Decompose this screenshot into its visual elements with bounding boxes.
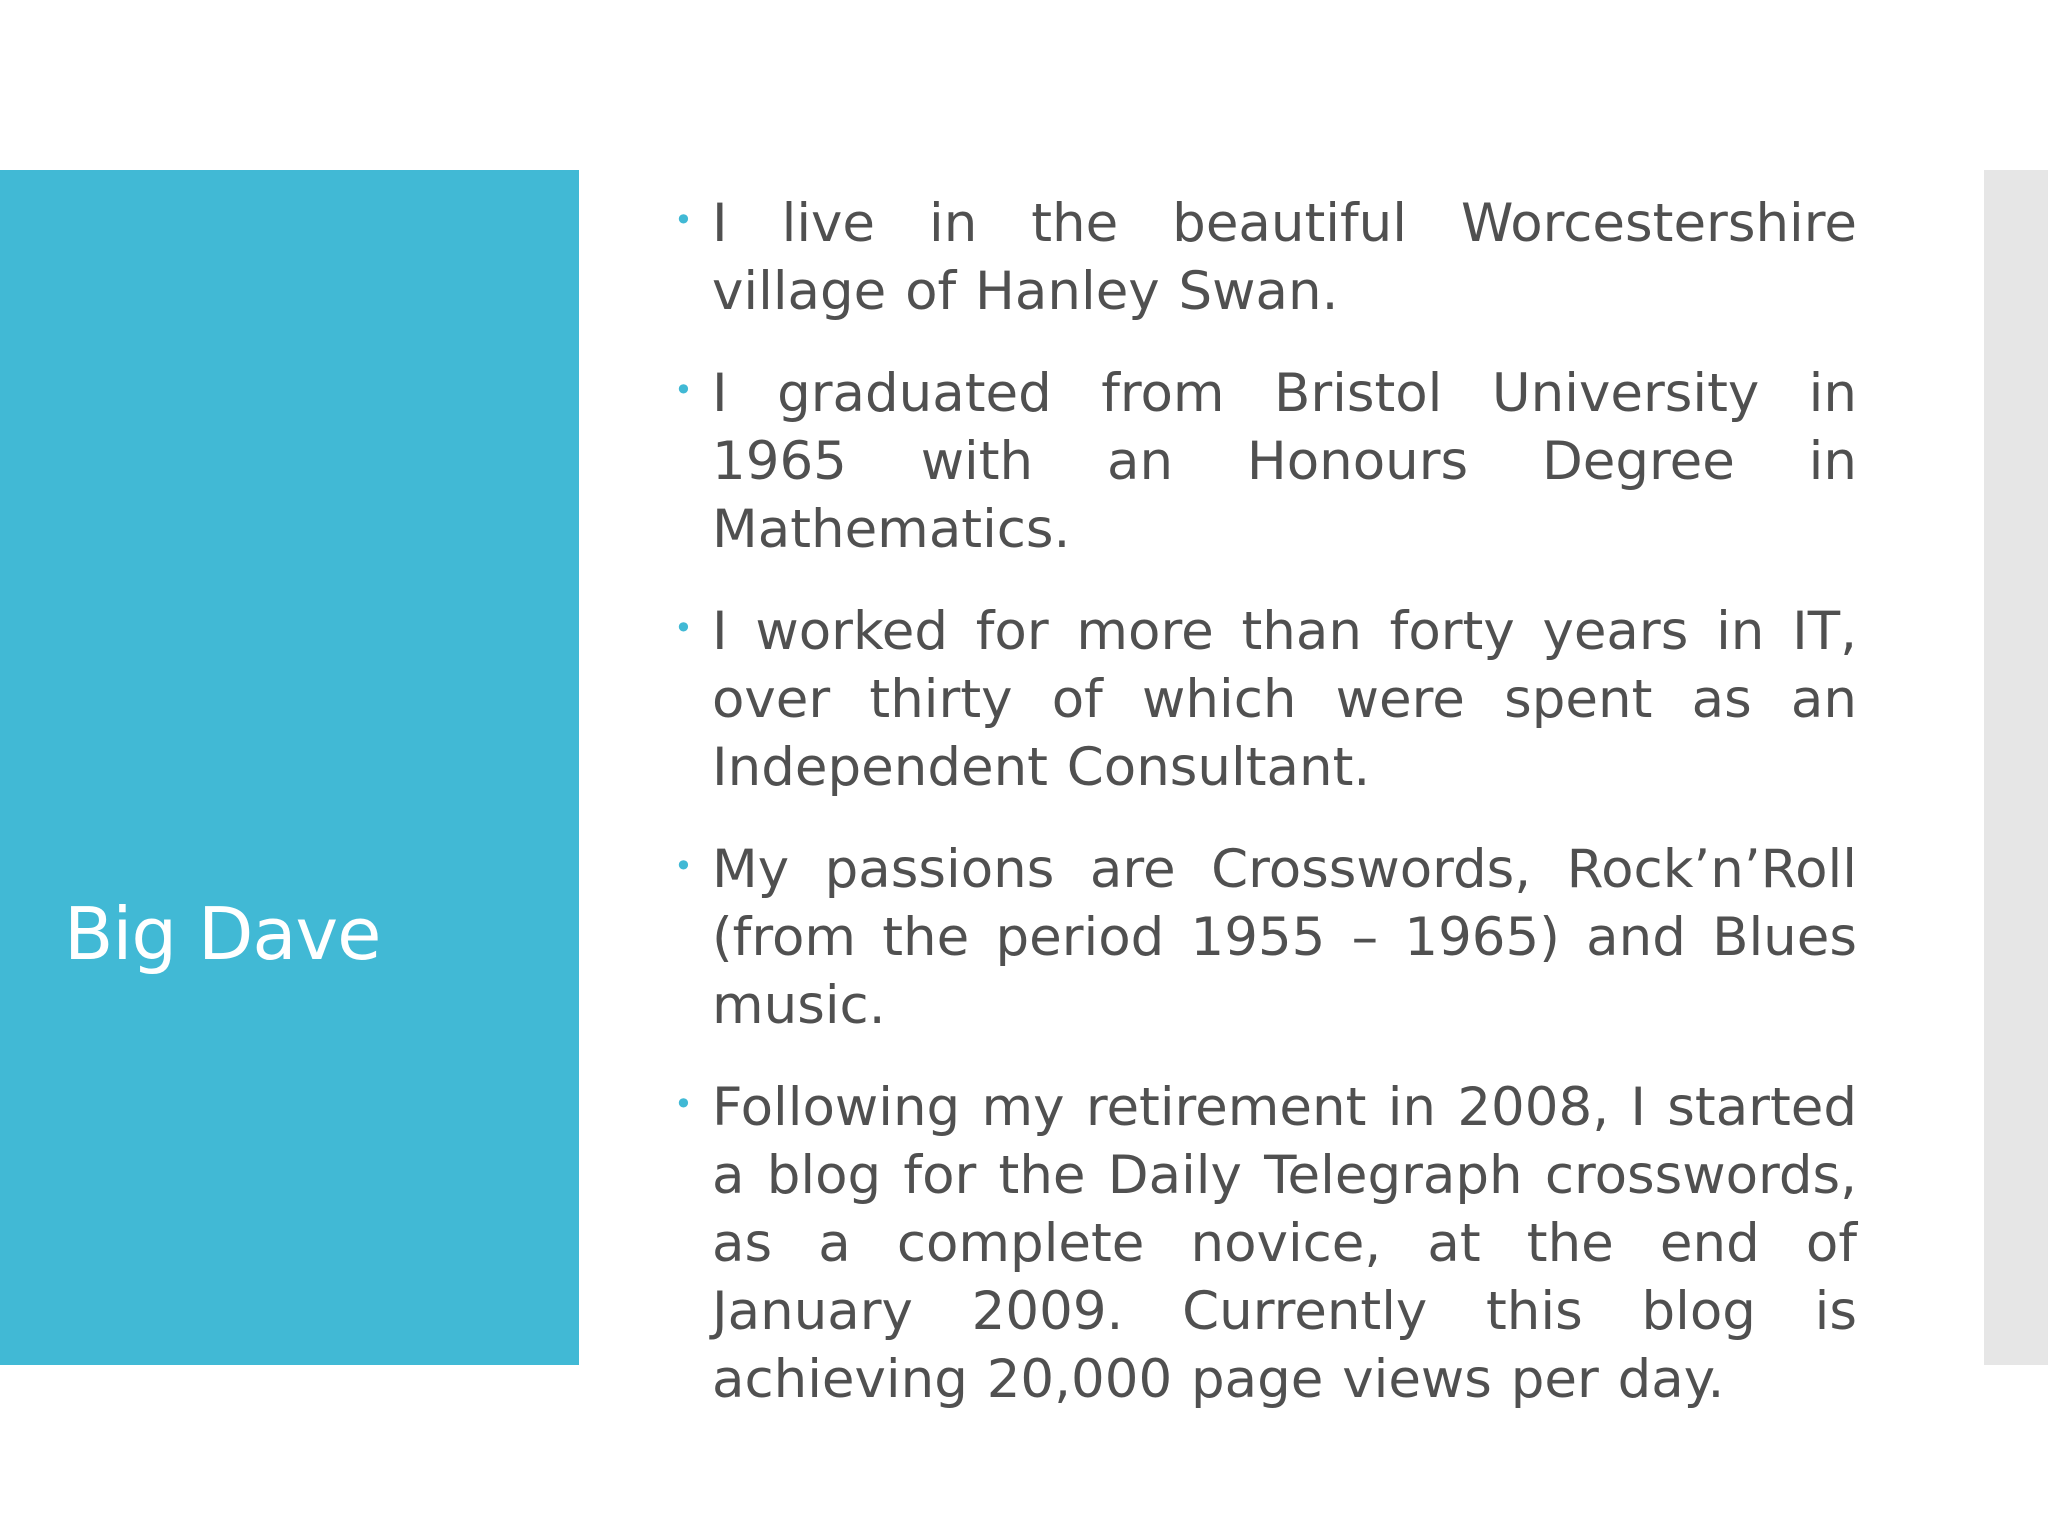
slide-title: Big Dave xyxy=(64,892,381,976)
bullet-item xyxy=(672,1074,1857,1414)
bullet-dot-icon: • xyxy=(674,371,693,409)
bullet-item xyxy=(672,190,1857,326)
bullet-item xyxy=(672,360,1857,564)
bullet-text: I graduated from Bristol University in 1965 with an Honours Degree in Mathematics. xyxy=(712,363,1857,560)
bullet-dot-icon: • xyxy=(674,201,693,239)
title-panel xyxy=(0,170,579,1365)
bullet-item xyxy=(672,836,1857,1040)
bullet-item xyxy=(672,598,1857,802)
bullet-text: I worked for more than forty years in IT, over thirty of which were spent as an Independent Consultant. xyxy=(712,601,1857,798)
right-side-bar xyxy=(1984,170,2048,1365)
bullet-text: I live in the beautiful Worcestershire village of Hanley Swan. xyxy=(712,193,1857,322)
bullet-dot-icon: • xyxy=(674,1085,693,1123)
bullet-dot-icon: • xyxy=(674,609,693,647)
bullet-dot-icon: • xyxy=(674,847,693,885)
bullet-list xyxy=(672,190,1857,1448)
bullet-text: Following my retirement in 2008, I started a blog for the Daily Telegraph crosswords, as a complete novice, at the end of January 2009. Currently this blog is achieving 20,000 page views per day. xyxy=(712,1077,1857,1410)
bullet-text: My passions are Crosswords, Rock’n’Roll (from the period 1955 – 1965) and Blues music. xyxy=(712,839,1857,1036)
